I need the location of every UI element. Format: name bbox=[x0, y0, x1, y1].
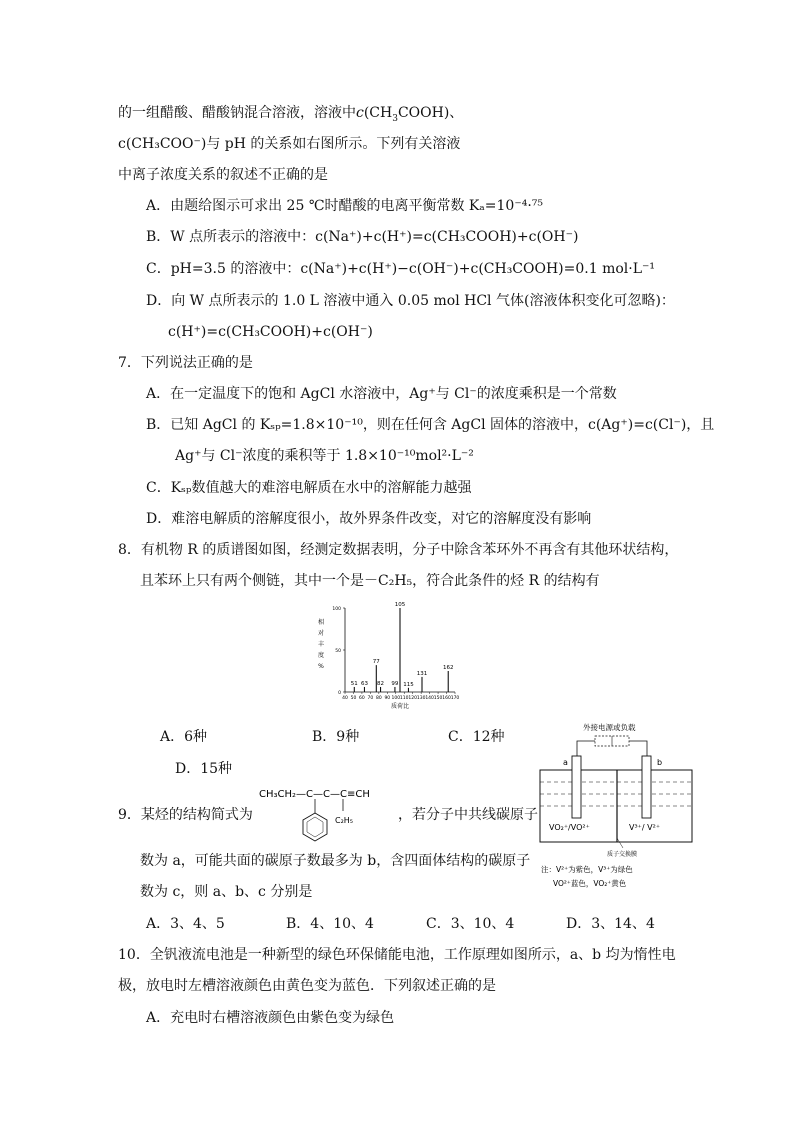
q8-stem: 8．有机物 R 的质谱图如图，经测定数据表明，分子中除含苯环外不再含有其他环状结构， bbox=[118, 542, 679, 558]
q9-stem-c: 数为 a，可能共面的碳原子数最多为 b，含四面体结构的碳原子 bbox=[140, 853, 531, 869]
c-symbol: c bbox=[356, 105, 364, 121]
y-tick-label: 50 bbox=[335, 649, 341, 654]
x-tick-label: 70 bbox=[367, 696, 374, 701]
q9-option-a: A．3、4、5 bbox=[146, 916, 225, 932]
mass-spectrum-chart bbox=[305, 600, 465, 720]
line-3: 中离子浓度关系的叙述不正确的是 bbox=[118, 167, 328, 183]
x-tick-label: 90 bbox=[384, 696, 391, 701]
q9-stem: 9．某烃的结构简式为 bbox=[118, 807, 253, 823]
peak-label-51: 51 bbox=[350, 680, 358, 687]
battery-note-1: 注：V²⁺为紫色，V³⁺为绿色 bbox=[541, 865, 633, 874]
peak-label-105: 105 bbox=[394, 602, 406, 608]
peak-label-115: 115 bbox=[403, 681, 414, 688]
x-tick-label: 140 bbox=[425, 696, 434, 701]
x-tick-label: 130 bbox=[416, 696, 426, 701]
line-2: c(CH₃COO⁻)与 pH 的关系如右图所示。下列有关溶液 bbox=[118, 136, 461, 152]
q7-option-c: C．Kₛₚ数值越大的难溶电解质在水中的溶解能力越强 bbox=[146, 480, 472, 496]
x-tick-label: 50 bbox=[350, 696, 357, 701]
peak-label-82: 82 bbox=[377, 680, 385, 687]
q9-option-d: D．3、14、4 bbox=[566, 916, 655, 932]
membrane-label: 质子交换膜 bbox=[607, 851, 638, 858]
x-tick-label: 80 bbox=[375, 696, 382, 701]
q6-option-c: C．pH=3.5 的溶液中：c(Na⁺)+c(H⁺)−c(OH⁻)+c(CH₃COOH)=0.1 mol·L⁻¹ bbox=[146, 261, 656, 277]
y-tick-label: 0 bbox=[338, 691, 341, 696]
peak-label-99: 99 bbox=[391, 680, 399, 687]
y-axis-label-char: 度 bbox=[317, 652, 325, 659]
structure-sub: C₂H₅ bbox=[335, 816, 354, 825]
q8-stem-cont: 且苯环上只有两个侧链，其中一个是－C₂H₅，符合此条件的烃 R 的结构有 bbox=[140, 573, 600, 589]
q7-option-a: A．在一定温度下的饱和 AgCl 水溶液中，Ag⁺与 Cl⁻的浓度乘积是一个常数 bbox=[146, 386, 617, 402]
q9-option-b: B．4、10、4 bbox=[286, 916, 374, 932]
q10-stem: 10．全钒液流电池是一种新型的绿色环保储能电池，工作原理如图所示，a、b 均为惰性电 bbox=[118, 947, 676, 963]
q8-option-c: C．12种 bbox=[448, 729, 505, 745]
formula-part: (CH bbox=[363, 105, 393, 121]
battery-note-2: VO²⁺蓝色，VO₂⁺黄色 bbox=[553, 879, 627, 888]
q7-stem: 7．下列说法正确的是 bbox=[118, 355, 253, 371]
formula-part-2: COOH)、 bbox=[397, 105, 464, 121]
q6-option-b: B．W 点所表示的溶液中：c(Na⁺)+c(H⁺)=c(CH₃COOH)+c(OH⁻) bbox=[146, 229, 579, 245]
q6-option-a: A．由题给图示可求出 25 ℃时醋酸的电离平衡常数 Kₐ=10⁻⁴·⁷⁵ bbox=[146, 198, 544, 214]
q9-stem-d: 数为 c，则 a、b、c 分别是 bbox=[140, 884, 313, 900]
peak-label-63: 63 bbox=[360, 680, 368, 687]
structure-chain: CH₃CH₂—C—C—C≡CH bbox=[259, 789, 370, 800]
x-tick-label: 160 bbox=[442, 696, 451, 701]
x-tick-label: 110 bbox=[399, 696, 409, 701]
x-axis-label: 质荷比 bbox=[390, 703, 410, 710]
x-tick-label: 60 bbox=[359, 696, 365, 701]
q9-option-c: C．3、10、4 bbox=[426, 916, 515, 932]
x-tick-label: 100 bbox=[391, 696, 401, 701]
y-axis-label-char: 相 bbox=[317, 619, 325, 626]
q10-stem-cont: 极，放电时左槽溶液颜色由黄色变为蓝色．下列叙述正确的是 bbox=[118, 978, 496, 994]
q8-option-d: D．15种 bbox=[175, 761, 233, 777]
q6-option-d: D．向 W 点所表示的 1.0 L 溶液中通入 0.05 mol HCl 气体(溶液体积变化可忽略)： bbox=[146, 293, 675, 309]
line-1 bbox=[118, 104, 463, 128]
line-1-text: 的一组醋酸、醋酸钠混合溶液，溶液中 bbox=[118, 105, 356, 121]
x-tick-label: 40 bbox=[342, 696, 348, 701]
electrode-b-label: b bbox=[657, 758, 663, 767]
y-tick-label: 100 bbox=[332, 607, 341, 612]
peak-label-162: 162 bbox=[442, 665, 454, 671]
x-tick-label: 150 bbox=[433, 696, 443, 701]
x-tick-label: 120 bbox=[408, 696, 417, 701]
x-tick-label: 170 bbox=[450, 696, 460, 701]
q8-option-b: B．9种 bbox=[312, 729, 360, 745]
q7-option-d: D．难溶电解质的溶解度很小，故外界条件改变，对它的溶解度没有影响 bbox=[146, 511, 592, 527]
right-solution-label: V³⁺/ V²⁺ bbox=[629, 823, 661, 832]
peak-label-77: 77 bbox=[372, 659, 380, 666]
q9-stem-b: ，若分子中共线碳原子 bbox=[398, 807, 538, 823]
hydrocarbon-structure bbox=[255, 783, 395, 853]
peak-label-131: 131 bbox=[416, 670, 428, 677]
q6-option-d-cont: c(H⁺)=c(CH₃COOH)+c(OH⁻) bbox=[168, 324, 373, 340]
q10-option-a: A．充电时右槽溶液颜色由紫色变为绿色 bbox=[146, 1010, 395, 1026]
left-solution-label: VO₂⁺/VO²⁺ bbox=[549, 823, 590, 832]
y-axis-label-char: 丰 bbox=[317, 641, 325, 648]
battery-title: 外接电源或负载 bbox=[583, 723, 636, 732]
y-axis-label-char: 对 bbox=[317, 630, 325, 637]
vanadium-battery-diagram bbox=[535, 720, 700, 892]
y-axis-label-char: % bbox=[318, 663, 324, 670]
electrode-a-label: a bbox=[563, 758, 568, 767]
q7-option-b: B．已知 AgCl 的 Kₛₚ=1.8×10⁻¹⁰，则在任何含 AgCl 固体的溶液中，c(Ag⁺)=c(Cl⁻)，且 bbox=[146, 417, 715, 433]
q8-option-a: A．6种 bbox=[160, 729, 208, 745]
q7-option-b-cont: Ag⁺与 Cl⁻浓度的乘积等于 1.8×10⁻¹⁰mol²·L⁻² bbox=[175, 448, 474, 464]
subscript: 3 bbox=[392, 113, 398, 124]
